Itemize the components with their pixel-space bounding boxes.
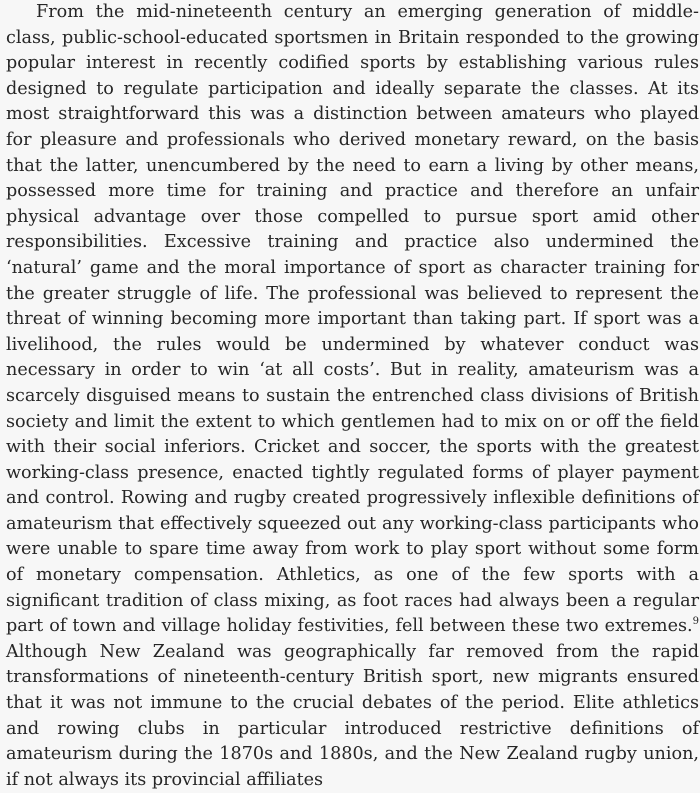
body-paragraph <box>6 0 699 793</box>
paragraph-text-part-1: From the mid-nineteenth century an emerging generation of middle-class, public-school-educated sportsmen in Britain responded to the growing popular interest in recently codified sports by establishing various rules designed to regulate participation and ideally separate the classes. At its most straightforward this was a distinction between amateurs who played for pleasure and professionals who derived monetary reward, on the basis that the latter, unencumbered by the need to earn a living by other means, possessed more time for training and practice and therefore an unfair physical advantage over those compelled to pursue sport amid other responsibilities. Excessive training and practice also undermined the ‘natural’ game and the moral importance of sport as character training for the greater struggle of life. The professional was believed to represent the threat of winning becoming more important than taking part. If sport was a livelihood, the rules would be undermined by whatever conduct was necessary in order to win ‘at all costs’. But in reality, amateurism was a scarcely disguised means to sustain the entrenched class divisions of British society and limit the extent to which gentlemen had to mix on or off the field with their social inferiors. Cricket and soccer, the sports with the greatest working-class presence, enacted tightly regulated forms of player payment and control. Rowing and rugby created progressively inflexible definitions of amateurism that effectively squeezed out any working-class participants who were unable to spare time away from work to play sport without some form of monetary compensation. Athletics, as one of the few sports with a significant tradition of class mixing, as foot races had always been a regular part of town and village holiday festivities, fell between these two extremes. <box>6 2 699 637</box>
paragraph-text-part-2: Although New Zealand was geographically far removed from the rapid transformations of nineteenth-century British sport, new migrants ensured that it was not immune to the crucial debates of the period. Elite athletics and rowing clubs in particular introduced restrictive definitions of amateurism during the 1870s and 1880s, and the New Zealand rugby union, if not always its provincial affiliates <box>6 641 699 790</box>
footnote-reference[interactable]: 9 <box>692 616 699 628</box>
